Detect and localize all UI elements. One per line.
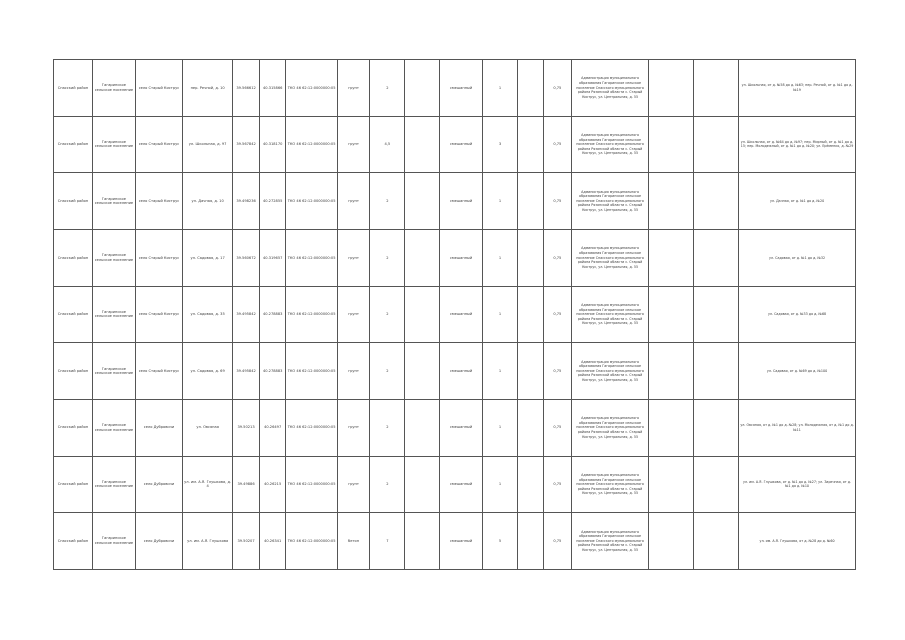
table-row (54, 399, 856, 456)
cell-container-extra (517, 60, 543, 117)
cell-owner: Администрация муниципального образования Гагаринское сельское поселение Спасского муниципального района Рязанской области с. Старый Киструс, ул. Центральная, д. 55 (572, 399, 649, 456)
cell-longitude: 40.26341 (259, 513, 286, 570)
cell-surface: грунт (337, 399, 370, 456)
cell-volume: 0,75 (543, 116, 572, 173)
cell-cover (405, 116, 440, 173)
cell-settlement: Гагаринское сельское поселение (92, 173, 135, 230)
cell-served-addresses: ул. Садовая, от д. №33 до д. №68 (739, 286, 856, 343)
cell-longitude: 40.272855 (259, 173, 286, 230)
cell-address: ул. им. А.Я. Глушкова, д. 4 (183, 456, 233, 513)
cell-col17 (694, 60, 739, 117)
cell-container-count: 3 (483, 116, 518, 173)
cell-latitude: 39.567842 (233, 116, 260, 173)
cell-container-type: смешанный (440, 60, 483, 117)
cell-latitude: 39.566612 (233, 60, 260, 117)
cell-cover (405, 456, 440, 513)
cell-cover (405, 229, 440, 286)
table-row (54, 456, 856, 513)
cell-container-extra (517, 116, 543, 173)
cell-owner: Администрация муниципального образования Гагаринское сельское поселение Спасского муниципального района Рязанской области с. Старый Киструс, ул. Центральная, д. 55 (572, 456, 649, 513)
cell-address: ул. Школьная, д. 97 (183, 116, 233, 173)
cell-container-type: смешанный (440, 399, 483, 456)
cell-col16 (648, 116, 693, 173)
cell-address: пер. Речной, д. 10 (183, 60, 233, 117)
cell-latitude: 39.498236 (233, 173, 260, 230)
waste-sites-table (53, 59, 856, 570)
table-row (54, 229, 856, 286)
cell-container-count: 1 (483, 60, 518, 117)
cell-served-addresses: ул. Овсяная, от д. №1 до д. №28; ул. Молодежная, от д. №1 до д. №11 (739, 399, 856, 456)
cell-volume: 0,75 (543, 286, 572, 343)
cell-container-extra (517, 173, 543, 230)
cell-container-count: 1 (483, 456, 518, 513)
cell-locality: село Старый Киструс (135, 229, 182, 286)
cell-longitude: 40.319657 (259, 229, 286, 286)
cell-col16 (648, 513, 693, 570)
cell-container-extra (517, 343, 543, 400)
cell-container-extra (517, 513, 543, 570)
cell-address: ул. Садовая, д. 17 (183, 229, 233, 286)
cell-container-type: смешанный (440, 116, 483, 173)
cell-locality: село Старый Киструс (135, 343, 182, 400)
cell-cover (405, 513, 440, 570)
cell-owner: Администрация муниципального образования Гагаринское сельское поселение Спасского муниципального района Рязанской области с. Старый Киструс, ул. Центральная, д. 55 (572, 60, 649, 117)
cell-longitude: 40.26497 (259, 399, 286, 456)
cell-surface: грунт (337, 116, 370, 173)
cell-surface: грунт (337, 173, 370, 230)
cell-col16 (648, 60, 693, 117)
cell-district: Спасский район (54, 229, 93, 286)
cell-address: ул. им. А.Я. Глушкова (183, 513, 233, 570)
cell-permit: ТКО 46 62:12:0000000:05 (286, 286, 337, 343)
cell-area: 2 (370, 286, 405, 343)
table-body (54, 60, 856, 570)
cell-latitude: 39.49886 (233, 456, 260, 513)
cell-owner: Администрация муниципального образования Гагаринское сельское поселение Спасского муниципального района Рязанской области с. Старый Киструс, ул. Центральная, д. 55 (572, 229, 649, 286)
cell-volume: 0,75 (543, 229, 572, 286)
cell-container-extra (517, 399, 543, 456)
cell-settlement: Гагаринское сельское поселение (92, 456, 135, 513)
cell-locality: село Дубровичи (135, 399, 182, 456)
cell-col17 (694, 286, 739, 343)
cell-district: Спасский район (54, 60, 93, 117)
cell-col17 (694, 399, 739, 456)
cell-locality: село Дубровичи (135, 456, 182, 513)
cell-container-extra (517, 229, 543, 286)
cell-district: Спасский район (54, 286, 93, 343)
cell-district: Спасский район (54, 513, 93, 570)
cell-col17 (694, 116, 739, 173)
cell-owner: Администрация муниципального образования Гагаринское сельское поселение Спасского муниципального района Рязанской области с. Старый Киструс, ул. Центральная, д. 55 (572, 513, 649, 570)
table-row (54, 343, 856, 400)
cell-col17 (694, 173, 739, 230)
cell-container-count: 1 (483, 173, 518, 230)
cell-permit: ТКО 46 62:12:0000000:05 (286, 229, 337, 286)
cell-area: 4,5 (370, 116, 405, 173)
cell-surface: грунт (337, 286, 370, 343)
cell-settlement: Гагаринское сельское поселение (92, 60, 135, 117)
cell-latitude: 39.50213 (233, 399, 260, 456)
cell-settlement: Гагаринское сельское поселение (92, 116, 135, 173)
cell-district: Спасский район (54, 116, 93, 173)
cell-address: ул. Дачная, д. 10 (183, 173, 233, 230)
cell-col17 (694, 229, 739, 286)
cell-col16 (648, 229, 693, 286)
cell-cover (405, 399, 440, 456)
cell-address: ул. Овсяная (183, 399, 233, 456)
cell-permit: ТКО 46 62:12:0000000:05 (286, 116, 337, 173)
cell-volume: 0,75 (543, 513, 572, 570)
cell-settlement: Гагаринское сельское поселение (92, 399, 135, 456)
cell-district: Спасский район (54, 343, 93, 400)
cell-surface: бетон (337, 513, 370, 570)
cell-district: Спасский район (54, 173, 93, 230)
cell-owner: Администрация муниципального образования Гагаринское сельское поселение Спасского муниципального района Рязанской области с. Старый Киструс, ул. Центральная, д. 55 (572, 343, 649, 400)
cell-col17 (694, 456, 739, 513)
cell-longitude: 40.278883 (259, 286, 286, 343)
table-row (54, 116, 856, 173)
table-row (54, 513, 856, 570)
cell-container-type: смешанный (440, 456, 483, 513)
cell-latitude: 39.495842 (233, 343, 260, 400)
cell-permit: ТКО 46 62:12:0000000:05 (286, 399, 337, 456)
cell-address: ул. Садовая, д. 35 (183, 286, 233, 343)
cell-served-addresses: ул. Школьная, от д. №58 до д. №63; пер. Речной, от д. №1 до д. №19 (739, 60, 856, 117)
cell-owner: Администрация муниципального образования Гагаринское сельское поселение Спасского муниципального района Рязанской области с. Старый Киструс, ул. Центральная, д. 55 (572, 173, 649, 230)
cell-owner: Администрация муниципального образования Гагаринское сельское поселение Спасского муниципального района Рязанской области с. Старый Киструс, ул. Центральная, д. 55 (572, 116, 649, 173)
cell-cover (405, 286, 440, 343)
cell-served-addresses: ул. Садовая, от д. №69 до д. №100 (739, 343, 856, 400)
cell-locality: село Старый Киструс (135, 116, 182, 173)
cell-area: 2 (370, 173, 405, 230)
cell-col16 (648, 343, 693, 400)
cell-permit: ТКО 46 62:12:0000000:05 (286, 456, 337, 513)
cell-address: ул. Садовая, д. 69 (183, 343, 233, 400)
cell-col17 (694, 343, 739, 400)
cell-container-type: смешанный (440, 286, 483, 343)
cell-settlement: Гагаринское сельское поселение (92, 343, 135, 400)
cell-latitude: 39.50207 (233, 513, 260, 570)
cell-latitude: 39.495842 (233, 286, 260, 343)
cell-served-addresses: ул. им. А.Я. Глушкова, от д. №28 до д. №60 (739, 513, 856, 570)
cell-col16 (648, 456, 693, 513)
cell-settlement: Гагаринское сельское поселение (92, 229, 135, 286)
cell-locality: село Старый Киструс (135, 173, 182, 230)
cell-area: 2 (370, 229, 405, 286)
cell-volume: 0,75 (543, 60, 572, 117)
cell-volume: 0,75 (543, 343, 572, 400)
cell-latitude: 39.560672 (233, 229, 260, 286)
cell-cover (405, 173, 440, 230)
cell-longitude: 40.315866 (259, 60, 286, 117)
cell-container-count: 1 (483, 343, 518, 400)
cell-col16 (648, 399, 693, 456)
cell-served-addresses: ул. Дачная, от д. №1 до д. №20 (739, 173, 856, 230)
cell-owner: Администрация муниципального образования Гагаринское сельское поселение Спасского муниципального района Рязанской области с. Старый Киструс, ул. Центральная, д. 55 (572, 286, 649, 343)
cell-permit: ТКО 46 62:12:0000000:05 (286, 60, 337, 117)
cell-container-count: 1 (483, 229, 518, 286)
cell-container-type: смешанный (440, 513, 483, 570)
table-row (54, 286, 856, 343)
cell-permit: ТКО 46 62:12:0000000:05 (286, 343, 337, 400)
cell-container-count: 1 (483, 286, 518, 343)
cell-longitude: 40.26215 (259, 456, 286, 513)
cell-longitude: 40.278883 (259, 343, 286, 400)
cell-locality: село Старый Киструс (135, 286, 182, 343)
cell-surface: грунт (337, 456, 370, 513)
cell-locality: село Дубровичи (135, 513, 182, 570)
cell-container-extra (517, 456, 543, 513)
cell-surface: грунт (337, 343, 370, 400)
cell-district: Спасский район (54, 456, 93, 513)
cell-volume: 0,75 (543, 399, 572, 456)
cell-container-count: 5 (483, 513, 518, 570)
cell-surface: грунт (337, 60, 370, 117)
cell-locality: село Старый Киструс (135, 60, 182, 117)
cell-area: 2 (370, 399, 405, 456)
cell-container-extra (517, 286, 543, 343)
cell-area: 7 (370, 513, 405, 570)
cell-permit: ТКО 46 62:12:0000000:05 (286, 173, 337, 230)
cell-surface: грунт (337, 229, 370, 286)
cell-longitude: 40.318170 (259, 116, 286, 173)
cell-served-addresses: ул. Школьная, от д. №64 до д. №97; пер. Мирный, от д. №1 до д. 15; пер. Молодежный, от д. №1 до д. №20; ул. Ерёменко, д. №29 (739, 116, 856, 173)
cell-area: 2 (370, 60, 405, 117)
cell-district: Спасский район (54, 399, 93, 456)
table-row (54, 173, 856, 230)
cell-volume: 0,75 (543, 456, 572, 513)
cell-col17 (694, 513, 739, 570)
cell-container-type: смешанный (440, 229, 483, 286)
cell-settlement: Гагаринское сельское поселение (92, 286, 135, 343)
cell-col16 (648, 286, 693, 343)
cell-container-type: смешанный (440, 173, 483, 230)
cell-permit: ТКО 46 62:12:0000000:05 (286, 513, 337, 570)
table-row (54, 60, 856, 117)
cell-col16 (648, 173, 693, 230)
cell-served-addresses: ул. им. А.Я. Глушкова, от д. №1 до д. №27; ул. Заречная, от д. №1 до д. №10 (739, 456, 856, 513)
cell-area: 2 (370, 456, 405, 513)
cell-area: 2 (370, 343, 405, 400)
cell-cover (405, 343, 440, 400)
cell-container-type: смешанный (440, 343, 483, 400)
cell-served-addresses: ул. Садовая, от д. №1 до д. №32 (739, 229, 856, 286)
cell-container-count: 1 (483, 399, 518, 456)
cell-cover (405, 60, 440, 117)
cell-volume: 0,75 (543, 173, 572, 230)
cell-settlement: Гагаринское сельское поселение (92, 513, 135, 570)
